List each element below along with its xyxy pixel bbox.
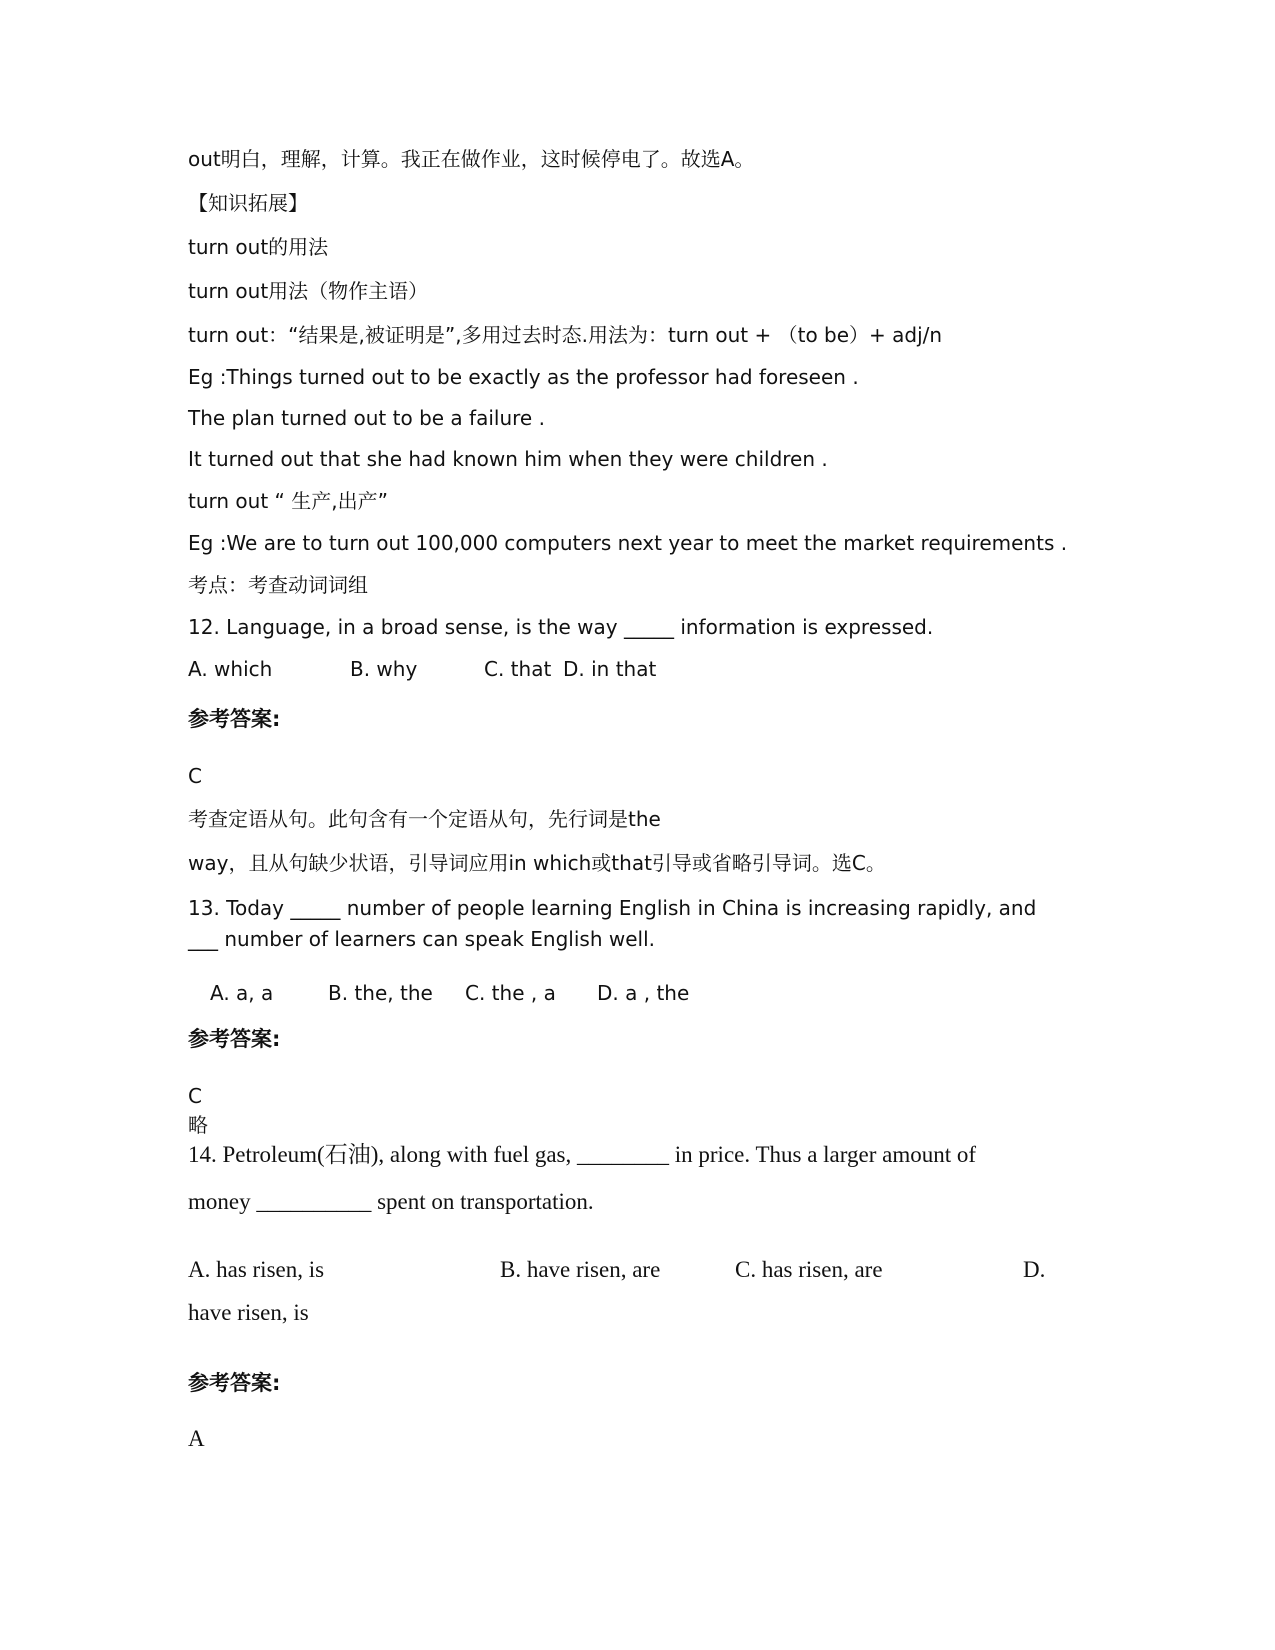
example-line: It turned out that she had known him when they were children . xyxy=(188,447,828,471)
answer-heading: 参考答案: xyxy=(188,1371,281,1395)
option-c: C. that xyxy=(484,657,552,681)
example-line: Eg :We are to turn out 100,000 computers next year to meet the market requirements . xyxy=(188,531,1068,555)
option-a: A. which xyxy=(188,657,273,681)
option-b: B. why xyxy=(350,657,418,681)
answer-heading: 参考答案: xyxy=(188,1027,281,1051)
option-c: C. the , a xyxy=(465,981,556,1005)
explanation-line: 略 xyxy=(188,1113,208,1137)
test-point-line: 考点：考查动词词组 xyxy=(188,573,368,597)
explanation-line: way，且从句缺少状语，引导词应用in which或that引导或省略引导词。选C。 xyxy=(188,851,886,875)
question-14-line-1: 14. Petroleum(石油), along with fuel gas, ________ in price. Thus a larger amount of xyxy=(188,1142,977,1167)
option-d: D. xyxy=(1023,1257,1046,1282)
option-c: C. has risen, are xyxy=(735,1257,883,1282)
question-13-line-2: ___ number of learners can speak English well. xyxy=(188,927,655,951)
answer-value: C xyxy=(188,764,202,788)
option-a: A. has risen, is xyxy=(188,1257,325,1282)
text-line: turn out的用法 xyxy=(188,235,329,259)
answer-value: C xyxy=(188,1084,202,1108)
example-line: Eg :Things turned out to be exactly as the professor had foreseen . xyxy=(188,365,859,389)
question-13-line-1: 13. Today _____ number of people learning English in China is increasing rapidly, and xyxy=(188,896,1037,920)
example-line: The plan turned out to be a failure . xyxy=(188,406,545,430)
option-d: D. a , the xyxy=(597,981,690,1005)
option-d-continued: have risen, is xyxy=(188,1300,309,1325)
question-12: 12. Language, in a broad sense, is the way _____ information is expressed. xyxy=(188,615,934,639)
option-d: D. in that xyxy=(563,657,657,681)
question-14-line-2: money __________ spent on transportation. xyxy=(188,1189,594,1214)
option-b: B. have risen, are xyxy=(500,1257,661,1282)
answer-value: A xyxy=(188,1426,205,1451)
option-b: B. the, the xyxy=(328,981,433,1005)
option-a: A. a, a xyxy=(210,981,274,1005)
text-line: turn out：“结果是,被证明是”,多用过去时态.用法为：turn out + （to be）+ adj/n xyxy=(188,323,943,347)
explanation-line: out明白，理解，计算。我正在做作业，这时候停电了。故选A。 xyxy=(188,147,755,171)
section-heading-knowledge-extension: 【知识拓展】 xyxy=(188,191,308,215)
explanation-line: 考查定语从句。此句含有一个定语从句，先行词是the xyxy=(188,807,661,831)
text-line: turn out用法（物作主语） xyxy=(188,279,429,303)
text-line: turn out “ 生产,出产” xyxy=(188,489,388,513)
answer-heading: 参考答案: xyxy=(188,707,281,731)
